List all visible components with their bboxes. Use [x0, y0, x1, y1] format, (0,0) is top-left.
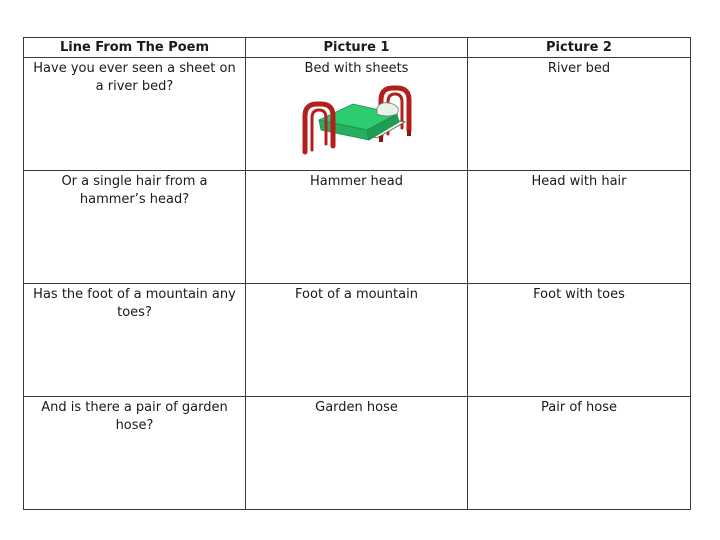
- table-row: [24, 397, 691, 510]
- header-picture-1: Picture 1: [246, 38, 468, 58]
- picture-1-cell: [246, 58, 468, 171]
- bed-icon: [297, 82, 417, 158]
- table-row: [24, 171, 691, 284]
- picture-2-cell: Head with hair: [468, 171, 691, 284]
- poem-line-cell: Or a single hair from a hammer’s head?: [24, 171, 246, 284]
- picture-2-cell: Pair of hose: [468, 397, 691, 510]
- poem-line-cell: And is there a pair of garden hose?: [24, 397, 246, 510]
- table-row: [24, 58, 691, 171]
- poem-line-cell: Has the foot of a mountain any toes?: [24, 284, 246, 397]
- poem-worksheet-table: [23, 37, 691, 510]
- table-row: [24, 284, 691, 397]
- header-line-from-poem: Line From The Poem: [24, 38, 246, 58]
- picture-1-cell: Hammer head: [246, 171, 468, 284]
- picture-1-cell: Garden hose: [246, 397, 468, 510]
- picture-1-cell: Foot of a mountain: [246, 284, 468, 397]
- picture-2-cell: River bed: [468, 58, 691, 171]
- header-picture-2: Picture 2: [468, 38, 691, 58]
- poem-line-cell: Have you ever seen a sheet on a river bed?: [24, 58, 246, 171]
- header-row: [24, 38, 691, 58]
- picture-1-label: Bed with sheets: [304, 61, 409, 76]
- picture-2-cell: Foot with toes: [468, 284, 691, 397]
